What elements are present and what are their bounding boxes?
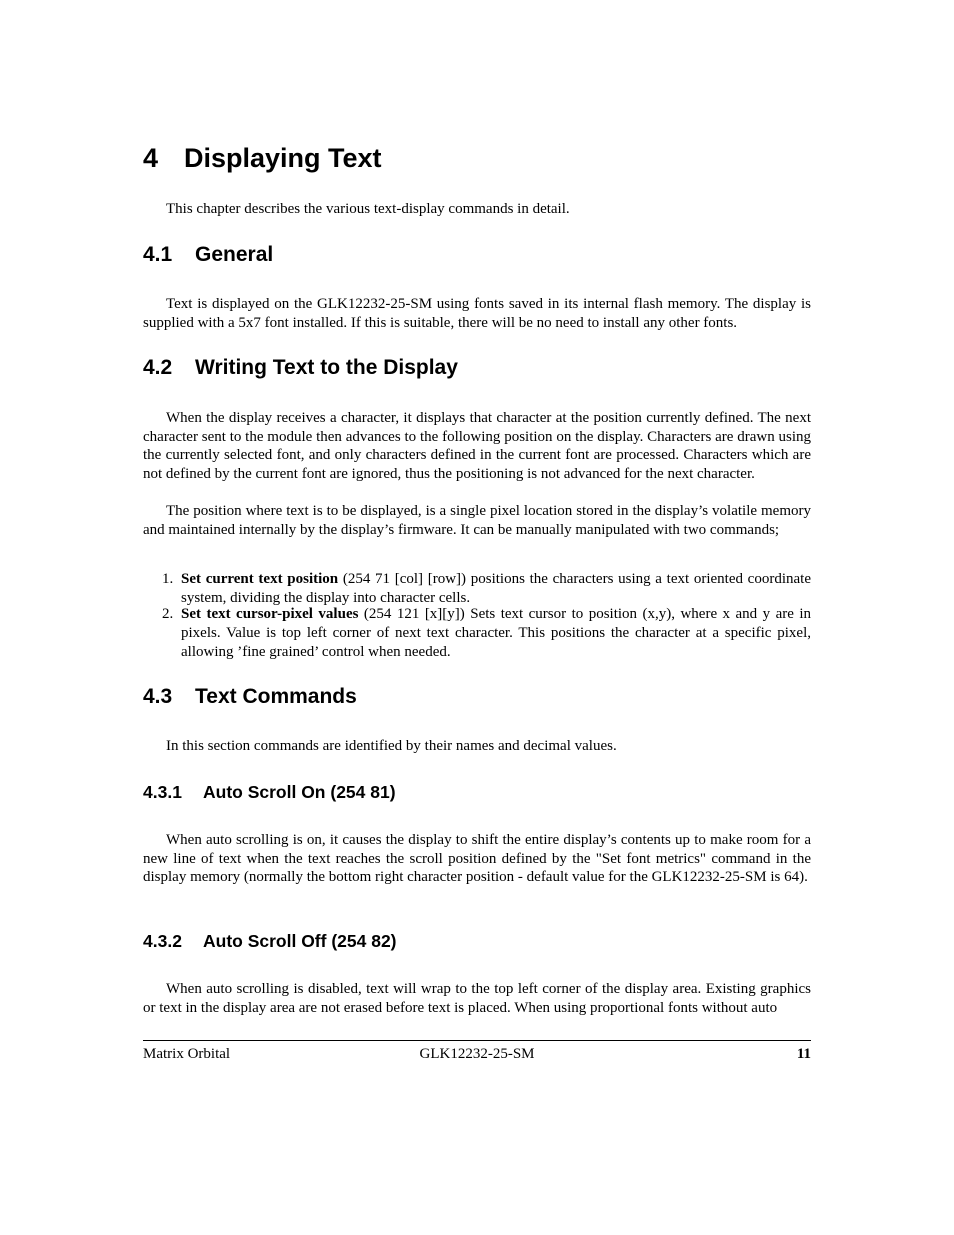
- footer-divider: [143, 1040, 811, 1041]
- section-number: 4.2: [143, 356, 173, 379]
- section-body-writing-2: The position where text is to be displayed, is a single pixel location stored in the display’s volatile memory and maintained internally by the display’s firmware. It can be manually manipulated with two commands;: [143, 503, 811, 538]
- list-item: [143, 570, 811, 607]
- chapter-title-text: Displaying Text: [184, 143, 382, 173]
- command-description: (254 121 [x][y]) Sets text cursor to position (x,y), where x and y are in pixels. Value is top left corner of next text character. This positions the character at a specific pixel, allowing ’fine grained’ control when needed.: [181, 606, 812, 660]
- subsection-number: 4.3.1: [143, 782, 182, 802]
- section-title: Writing Text to the Display: [195, 356, 458, 379]
- subsection-heading-autoscroll-off: [143, 929, 397, 953]
- chapter-intro: This chapter describes the various text-display commands in detail.: [166, 201, 570, 217]
- subsection-number: 4.3.2: [143, 931, 182, 951]
- subsection-body-autoscroll-on: When auto scrolling is on, it causes the display to shift the entire display’s contents up to make room for a new line of text when the text reaches the scroll position defined by the "Set font metrics" command in the display memory (normally the bottom right character position - default value for the GLK12232-25-SM is 64).: [143, 832, 811, 886]
- command-name: Set current text position: [181, 571, 339, 587]
- section-number: 4.1: [143, 243, 173, 266]
- section-heading-writing: [143, 354, 458, 382]
- list-item: [143, 605, 811, 661]
- section-title: General: [195, 243, 274, 266]
- chapter-number: 4: [143, 143, 159, 173]
- section-body-commands: In this section commands are identified by their names and decimal values.: [166, 738, 617, 754]
- list-marker: 1.: [162, 571, 174, 587]
- section-body-writing-1: When the display receives a character, it displays that character at the position currently defined. The next character sent to the module then advances to the following position on the display. Characters are drawn using the currently selected font, and only characters defined in the current font are processed. Characters which are not defined by the current font are ignored, thus the positioning is not advanced for the next character.: [143, 410, 811, 483]
- section-heading-commands: [143, 683, 357, 711]
- page-number: 11: [796, 1046, 811, 1062]
- section-heading-general: [143, 241, 273, 269]
- subsection-heading-autoscroll-on: [143, 780, 396, 804]
- command-name: Set text cursor-pixel values: [181, 606, 359, 623]
- command-list: [143, 570, 811, 660]
- command-description: (254 71 [col] [row]) positions the characters using a text oriented coordinate system, dividing the display into character cells.: [181, 571, 811, 606]
- footer-product: GLK12232-25-SM: [419, 1046, 535, 1062]
- subsection-title: Auto Scroll Off (254 82): [203, 931, 397, 951]
- list-marker: 2.: [162, 606, 174, 623]
- chapter-title: [143, 140, 382, 176]
- section-title: Text Commands: [195, 685, 357, 708]
- section-body-general: Text is displayed on the GLK12232-25-SM using fonts saved in its internal flash memory. The display is supplied with a 5x7 font installed. If this is suitable, there will be no need to install any other fonts.: [143, 296, 811, 331]
- footer-company: Matrix Orbital: [143, 1046, 231, 1062]
- subsection-title: Auto Scroll On (254 81): [203, 782, 396, 802]
- section-number: 4.3: [143, 685, 173, 708]
- subsection-body-autoscroll-off: When auto scrolling is disabled, text will wrap to the top left corner of the display area. Existing graphics or text in the display area are not erased before text is placed. When using proportional fonts without auto: [143, 981, 811, 1016]
